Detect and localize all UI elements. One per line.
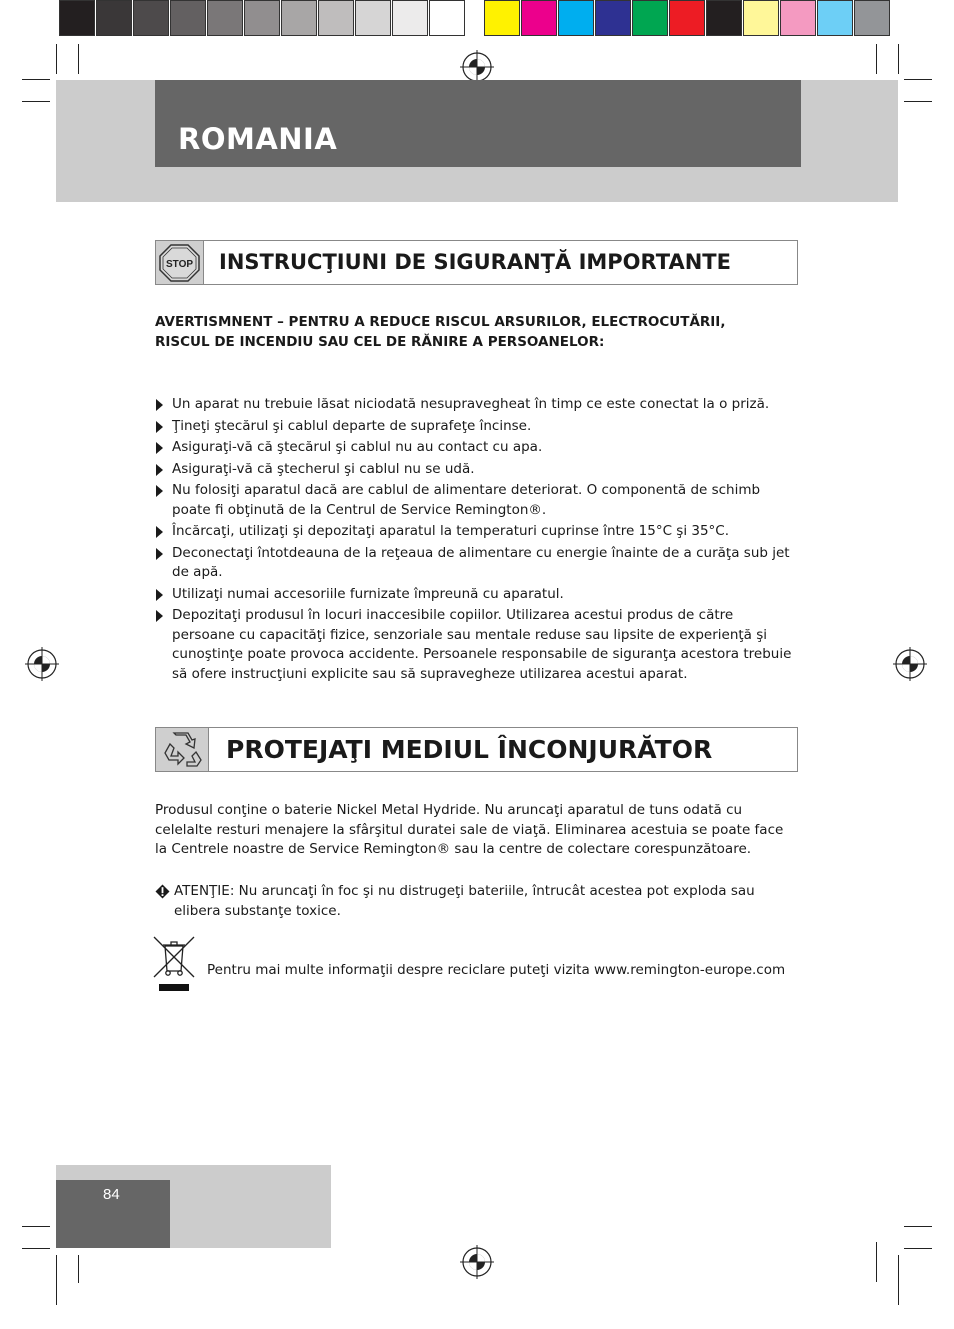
color-swatch [429, 0, 465, 36]
color-swatch [669, 0, 705, 36]
crop-mark [22, 1226, 50, 1227]
safety-instruction-item: Utilizaţi numai accesoriile furnizate împreună cu aparatul. [155, 585, 800, 605]
crop-mark [898, 44, 899, 74]
color-swatch [706, 0, 742, 36]
registration-mark-icon [460, 1245, 494, 1279]
crop-mark [22, 1248, 50, 1249]
color-swatch [595, 0, 631, 36]
color-swatch [632, 0, 668, 36]
color-swatch [817, 0, 853, 36]
page-number: 84 [103, 1186, 120, 1203]
svg-text:STOP: STOP [165, 259, 194, 270]
color-swatch [780, 0, 816, 36]
color-swatch [96, 0, 132, 36]
safety-instruction-item: Depozitaţi produsul în locuri inaccesibile copiilor. Utilizarea acestui produs de către persoane cu capacităţi fizice, senzoriale sau mentale reduse sau lipsite de experienţă şi cunoştinţe poate provoca accidente. Persoanele responsabile de siguranţa acestora trebuie să ofere instrucţiuni explicite sau să supravegheze utilizarea acestui aparat. [155, 606, 800, 684]
crop-mark [904, 1226, 932, 1227]
color-swatch [244, 0, 280, 36]
color-swatch [355, 0, 391, 36]
caution-diamond-icon [155, 884, 170, 899]
crop-mark [904, 1248, 932, 1249]
crossed-out-bin-icon [153, 935, 197, 993]
environment-section-header [155, 727, 798, 772]
color-swatch [59, 0, 95, 36]
color-swatch [558, 0, 594, 36]
safety-instruction-item: Deconectaţi întotdeauna de la reţeaua de alimentare cu energie înainte de a curăţa sub jet de apă. [155, 544, 800, 583]
color-swatch [133, 0, 169, 36]
safety-instructions-list [155, 395, 800, 686]
safety-section-header [155, 240, 798, 285]
crop-mark [876, 44, 877, 74]
color-swatch [854, 0, 890, 36]
caution-text: ATENŢIE: Nu aruncaţi în foc şi nu distrugeţi bateriile, întrucât acestea pot exploda sau elibera substanţe toxice. [174, 883, 755, 919]
color-swatch [484, 0, 520, 36]
stop-sign-icon [156, 241, 204, 284]
safety-instruction-item: Ţineţi ştecărul şi cablul departe de suprafeţe încinse. [155, 417, 800, 437]
registration-mark-icon [25, 647, 59, 681]
crop-mark [904, 79, 932, 80]
safety-instruction-item: Asiguraţi-vă că ştecărul şi cablul nu au contact cu apa. [155, 438, 800, 458]
caution-note [155, 882, 795, 921]
safety-instruction-item: Încărcaţi, utilizaţi şi depozitaţi aparatul la temperaturi cuprinse între 15°C şi 35°C. [155, 522, 800, 542]
crop-mark [78, 44, 79, 74]
gray-color-swatches [59, 0, 466, 38]
crop-mark [22, 79, 50, 80]
color-swatch [392, 0, 428, 36]
color-swatch [170, 0, 206, 36]
recycling-info: Pentru mai multe informaţii despre reciclare puteţi vizita www.remington-europe.com [207, 962, 786, 978]
color-swatch [281, 0, 317, 36]
safety-instruction-item: Nu folosiţi aparatul dacă are cablul de alimentare deteriorat. O componentă de schimb poate fi obţinută de la Centrul de Service Remington®. [155, 481, 800, 520]
safety-instruction-item: Un aparat nu trebuie lăsat niciodată nesupravegheat în timp ce este conectat la o priză. [155, 395, 800, 415]
color-swatches [484, 0, 891, 38]
environment-section-title: PROTEJAŢI MEDIUL ÎNCONJURĂTOR [226, 735, 713, 764]
color-swatch [743, 0, 779, 36]
safety-instruction-item: Asiguraţi-vă că ştecherul şi cablul nu se udă. [155, 460, 800, 480]
page-title: ROMANIA [178, 122, 338, 156]
crop-mark [876, 1242, 877, 1282]
color-swatch [207, 0, 243, 36]
safety-warning: AVERTISMNENT – PENTRU A REDUCE RISCUL ARSURILOR, ELECTROCUTĂRII, RISCUL DE INCENDIU SAU CEL DE RĂNIRE A PERSOANELOR: [155, 314, 726, 350]
safety-section-title: INSTRUCŢIUNI DE SIGURANŢĂ IMPORTANTE [219, 250, 731, 274]
recycle-icon [156, 728, 209, 771]
registration-mark-icon [893, 647, 927, 681]
environment-paragraph: Produsul conţine o baterie Nickel Metal Hydride. Nu aruncaţi aparatul de tuns odată cu celelalte resturi menajere la sfârşitul duratei sale de viaţă. Eliminarea acestuia se poate face la Centrele noastre de Service Remington® sau la centre de colectare corespunzătoare. [155, 802, 784, 857]
color-swatch [521, 0, 557, 36]
crop-mark [56, 44, 57, 74]
registration-mark-icon [460, 50, 494, 84]
crop-mark [898, 1255, 899, 1305]
color-swatch [318, 0, 354, 36]
crop-mark [56, 1255, 57, 1305]
crop-mark [78, 1255, 79, 1283]
crop-mark [904, 101, 932, 102]
crop-mark [22, 101, 50, 102]
